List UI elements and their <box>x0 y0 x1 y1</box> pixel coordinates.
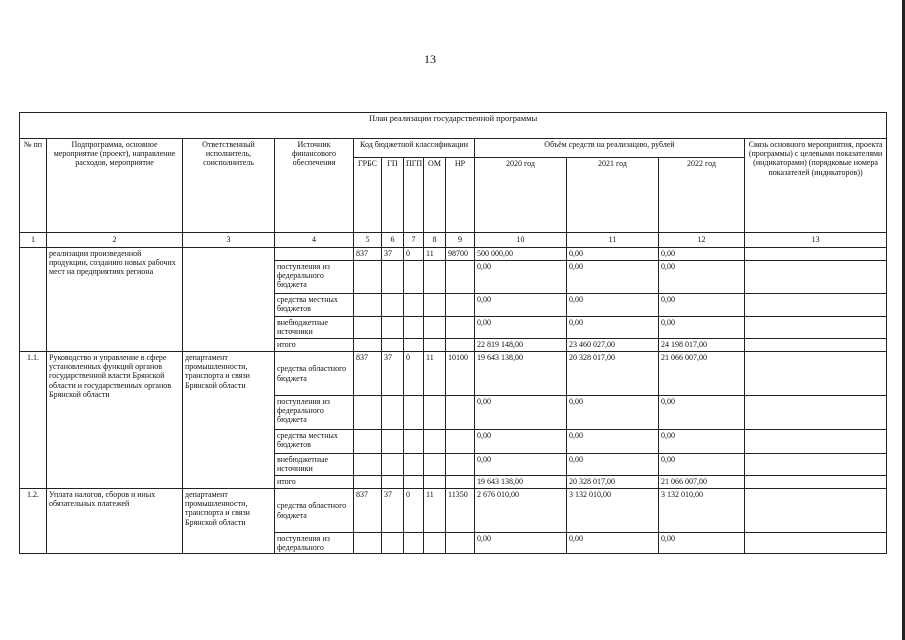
row-source: внебюджетные источники <box>275 454 354 476</box>
row-om: 11 <box>424 489 446 533</box>
column-number-row <box>20 233 887 248</box>
col-number: 9 <box>446 233 475 248</box>
table-row <box>20 352 887 396</box>
program-plan-table <box>19 112 887 554</box>
row-executor <box>183 248 275 352</box>
row-2021: 0,00 <box>567 294 659 317</box>
row-2020: 0,00 <box>475 430 567 454</box>
row-source: итого <box>275 339 354 352</box>
row-2021: 23 460 027,00 <box>567 339 659 352</box>
row-pgp: 0 <box>404 489 424 533</box>
row-num: 1.2. <box>20 489 47 554</box>
row-np: 98700 <box>446 248 475 261</box>
row-2022: 21 066 007,00 <box>659 476 745 489</box>
row-2020: 0,00 <box>475 294 567 317</box>
row-source: внебюджетные источники <box>275 317 354 339</box>
row-2021: 0,00 <box>567 248 659 261</box>
row-gp: 37 <box>382 248 404 261</box>
row-2022: 0,00 <box>659 396 745 430</box>
row-2020: 22 819 148,00 <box>475 339 567 352</box>
row-2022: 0,00 <box>659 533 745 554</box>
header-num: № пп <box>20 139 47 233</box>
header-source: Источник финансового обеспечения <box>275 139 354 233</box>
row-2022: 3 132 010,00 <box>659 489 745 533</box>
row-2021: 0,00 <box>567 533 659 554</box>
row-pgp: 0 <box>404 248 424 261</box>
row-2022: 21 066 007,00 <box>659 352 745 396</box>
row-2022: 0,00 <box>659 454 745 476</box>
col-number: 1 <box>20 233 47 248</box>
col-number: 10 <box>475 233 567 248</box>
col-number: 12 <box>659 233 745 248</box>
row-2021: 0,00 <box>567 430 659 454</box>
table-title-row <box>20 113 887 139</box>
row-name: реализации произведенной продукции, созданию новых рабочих мест на предприятиях региона <box>47 248 183 352</box>
row-grbs: 837 <box>354 352 382 396</box>
table-title: План реализации государственной программы <box>20 113 887 139</box>
header-2020: 2020 год <box>475 158 567 233</box>
row-2020: 19 643 138,00 <box>475 352 567 396</box>
row-num-cell <box>20 248 47 352</box>
row-2020: 0,00 <box>475 317 567 339</box>
col-number: 3 <box>183 233 275 248</box>
header-executor: Ответственный исполнитель, соисполнитель <box>183 139 275 233</box>
row-source: средства областного бюджета <box>275 489 354 533</box>
row-link <box>745 352 887 396</box>
row-source <box>275 248 354 261</box>
row-om: 11 <box>424 248 446 261</box>
row-2022: 0,00 <box>659 248 745 261</box>
row-2020: 0,00 <box>475 261 567 294</box>
header-pgp: ПГП <box>404 158 424 233</box>
row-gp: 37 <box>382 489 404 533</box>
table-row <box>20 248 887 261</box>
row-executor: департамент промышленности, транспорта и связи Брянской области <box>183 489 275 554</box>
row-source: поступления из федерального бюджета <box>275 261 354 294</box>
col-number: 8 <box>424 233 446 248</box>
row-grbs: 837 <box>354 489 382 533</box>
row-2020: 500 000,00 <box>475 248 567 261</box>
row-2021: 0,00 <box>567 317 659 339</box>
col-number: 6 <box>382 233 404 248</box>
row-2020: 0,00 <box>475 396 567 430</box>
row-np: 10100 <box>446 352 475 396</box>
row-2020: 0,00 <box>475 454 567 476</box>
row-2022: 0,00 <box>659 294 745 317</box>
header-subprogram: Подпрограмма, основное мероприятие (проект), направление расходов, мероприятие <box>47 139 183 233</box>
row-gp: 37 <box>382 352 404 396</box>
header-grbs: ГРБС <box>354 158 382 233</box>
row-2021: 20 328 017,00 <box>567 352 659 396</box>
row-name: Руководство и управление в сфере установленных функций органов государственной власти Брянской области и государственных органов Брянской области <box>47 352 183 489</box>
row-2022: 0,00 <box>659 261 745 294</box>
row-source: средства местных бюджетов <box>275 294 354 317</box>
row-pgp: 0 <box>404 352 424 396</box>
header-2021: 2021 год <box>567 158 659 233</box>
col-number: 7 <box>404 233 424 248</box>
row-source: итого <box>275 476 354 489</box>
page-number: 13 <box>424 52 436 66</box>
row-2020: 2 676 010,00 <box>475 489 567 533</box>
row-2021: 0,00 <box>567 261 659 294</box>
header-np: НР <box>446 158 475 233</box>
row-source: средства местных бюджетов <box>275 430 354 454</box>
row-om: 11 <box>424 352 446 396</box>
header-row-1 <box>20 139 887 158</box>
row-2021: 0,00 <box>567 396 659 430</box>
row-2021: 3 132 010,00 <box>567 489 659 533</box>
row-source: средства областного бюджета <box>275 352 354 396</box>
col-number: 11 <box>567 233 659 248</box>
row-2022: 0,00 <box>659 430 745 454</box>
row-link <box>745 248 887 261</box>
row-num: 1.1. <box>20 352 47 489</box>
header-2022: 2022 год <box>659 158 745 233</box>
row-executor: департамент промышленности, транспорта и связи Брянской области <box>183 352 275 489</box>
col-number: 13 <box>745 233 887 248</box>
col-number: 5 <box>354 233 382 248</box>
row-grbs: 837 <box>354 248 382 261</box>
table-row <box>20 489 887 533</box>
row-name: Уплата налогов, сборов и иных обязательных платежей <box>47 489 183 554</box>
row-2021: 20 328 017,00 <box>567 476 659 489</box>
header-om: ОМ <box>424 158 446 233</box>
row-2021: 0,00 <box>567 454 659 476</box>
row-2020: 0,00 <box>475 533 567 554</box>
col-number: 2 <box>47 233 183 248</box>
header-amount: Объём средств на реализацию, рублей <box>475 139 745 158</box>
row-2020: 19 643 138,00 <box>475 476 567 489</box>
header-gp: ГП <box>382 158 404 233</box>
row-source: поступления из федерального бюджета <box>275 396 354 430</box>
header-budget-code: Код бюджетной классификации <box>354 139 475 158</box>
col-number: 4 <box>275 233 354 248</box>
row-source: поступления из федерального <box>275 533 354 554</box>
row-2022: 0,00 <box>659 317 745 339</box>
header-link: Связь основного мероприятия, проекта (программы) с целевыми показателями (индикаторами) (порядковые номера показателей (индикаторов)) <box>745 139 887 233</box>
row-2022: 24 198 017,00 <box>659 339 745 352</box>
row-np: 11350 <box>446 489 475 533</box>
row-link <box>745 489 887 533</box>
